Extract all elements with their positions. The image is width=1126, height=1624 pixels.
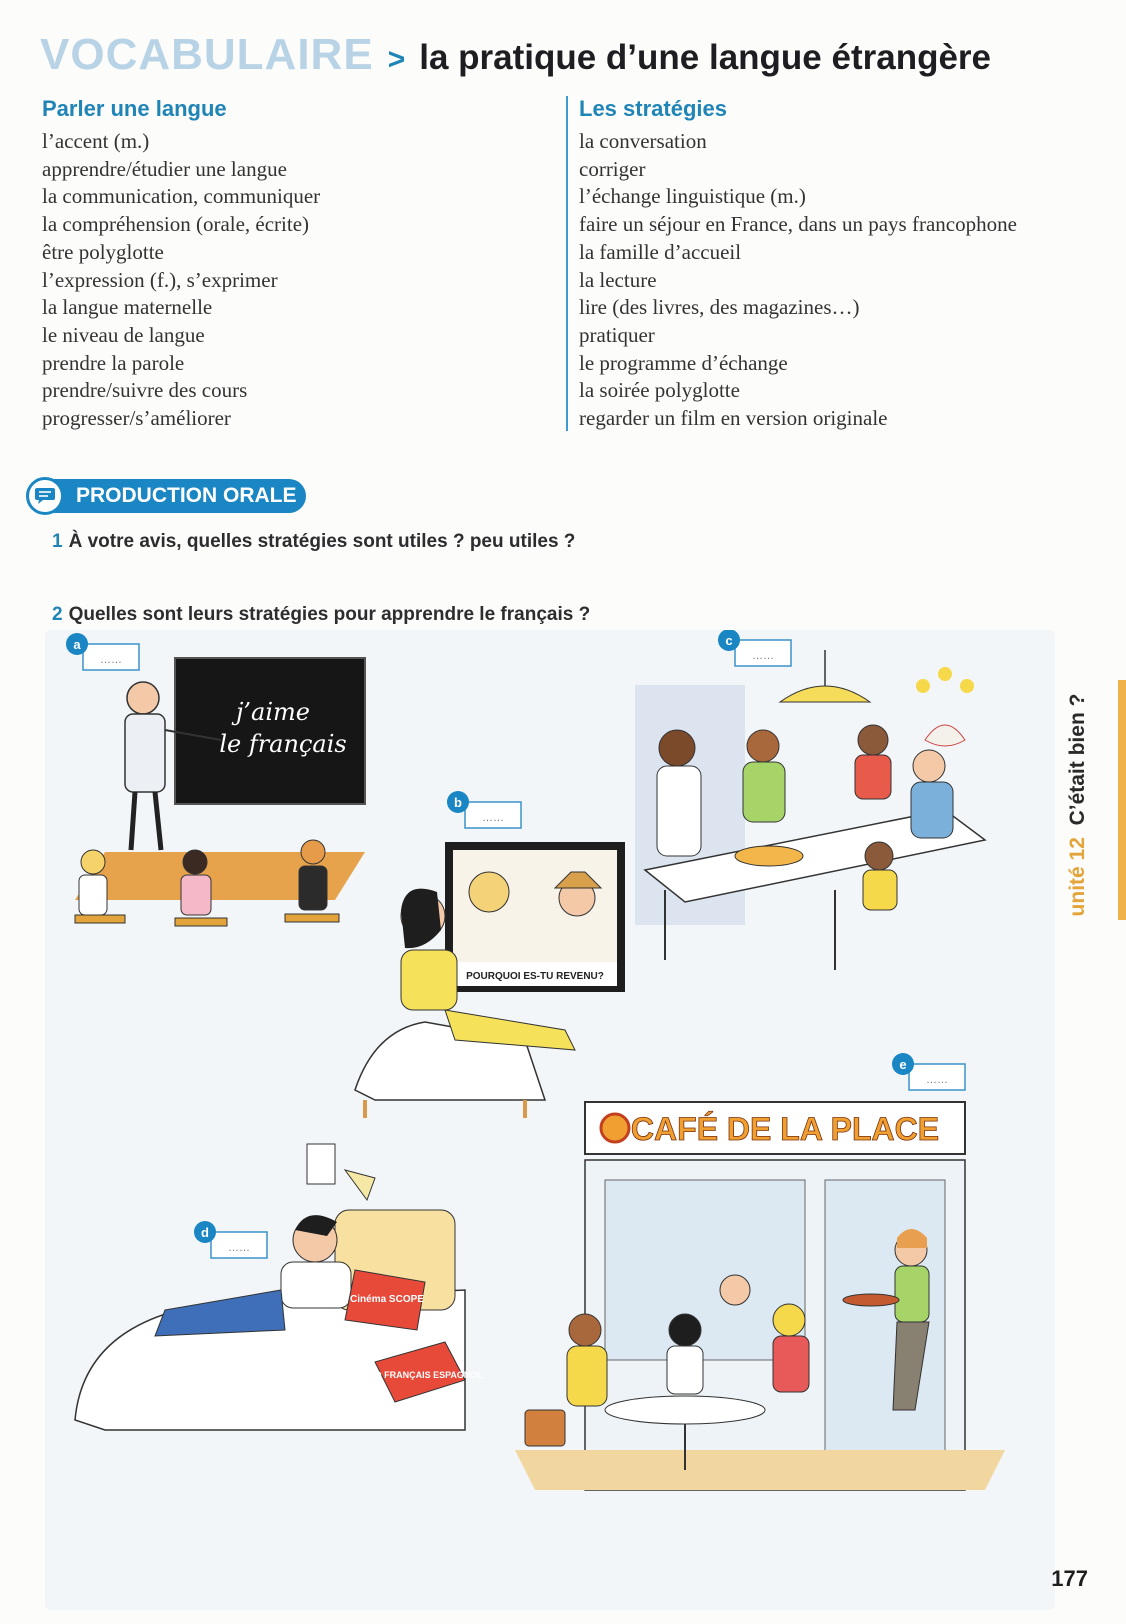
answer-box-a[interactable]: [66, 633, 139, 670]
vocab-item: regarder un film en version originale: [579, 406, 888, 431]
vocab-item: prendre/suivre des cours: [42, 378, 248, 403]
vocab-item: apprendre/étudier une langue: [42, 156, 287, 181]
vocab-item: l’expression (f.), s’exprimer: [42, 267, 278, 292]
answer-blank: ……: [482, 812, 504, 824]
page-header: [40, 30, 991, 80]
question-1: [52, 531, 575, 553]
vocab-list-parler: [42, 128, 562, 433]
header-vocabulaire: VOCABULAIRE: [40, 30, 374, 79]
page-number: 177: [1051, 1566, 1088, 1591]
vocab-item: pratiquer: [579, 322, 655, 347]
production-orale-label: PRODUCTION ORALE: [76, 484, 297, 507]
question-number: 1: [52, 531, 63, 552]
vocab-item: le niveau de langue: [42, 322, 205, 347]
scene-d-bed: [75, 1144, 483, 1430]
vocab-item: le programme d’échange: [579, 350, 788, 375]
unit-sidebar-label: [1056, 670, 1100, 940]
scene-a-classroom: [66, 633, 365, 926]
vocab-item: faire un séjour en France, dans un pays francophone: [579, 212, 1017, 237]
cafe-table: [605, 1396, 765, 1424]
speech-bubble-icon: [26, 477, 64, 515]
header-arrow: >: [387, 43, 406, 76]
handbag: [525, 1410, 565, 1446]
vocab-item: la langue maternelle: [42, 295, 213, 320]
scene-c-dinner: [635, 630, 985, 970]
question-text: Quelles sont leurs stratégies pour apprendre le français ?: [68, 604, 591, 625]
scene-e-cafe: [515, 1053, 1005, 1490]
question-2: [52, 604, 590, 626]
vocab-item: l’accent (m.): [42, 129, 150, 153]
vocab-item: être polyglotte: [42, 239, 164, 264]
vocab-item: la soirée polyglotte: [579, 378, 740, 403]
unit-number: unité 12: [1066, 837, 1089, 917]
vocab-item: la lecture: [579, 267, 657, 292]
scene-b-tv: [355, 791, 625, 1118]
vocab-column-strategies: [566, 96, 1099, 431]
vocab-item: lire (des livres, des magazines…): [579, 295, 860, 320]
answer-box-e[interactable]: [892, 1053, 965, 1090]
vocab-item: la famille d’accueil: [579, 239, 742, 264]
cafe-sign-text: CAFÉ DE LA PLACE: [630, 1111, 940, 1147]
vocab-list-strategies: [579, 128, 1099, 433]
column-title-strategies: Les stratégies: [579, 96, 727, 121]
vocab-item: l’échange linguistique (m.): [579, 184, 806, 209]
wall-lamp: [307, 1144, 335, 1184]
vocab-item: progresser/s’améliorer: [42, 406, 231, 431]
answer-box-d[interactable]: [194, 1221, 267, 1258]
production-orale-badge: [30, 479, 306, 513]
teacher-figure: [127, 682, 159, 714]
unit-color-tab: [1118, 680, 1126, 920]
chalkboard-text-2: le français: [219, 730, 347, 758]
answer-blank: ……: [926, 1074, 948, 1086]
chalkboard-text-1: j’aime: [235, 698, 311, 726]
magazine-title: Cinéma SCOPE: [350, 1294, 424, 1305]
tv-caption: POURQUOI ES-TU REVENU?: [466, 971, 604, 982]
answer-blank: ……: [100, 654, 122, 666]
unit-title: C’était bien ?: [1066, 693, 1089, 826]
vocab-item: la compréhension (orale, écrite): [42, 212, 310, 237]
vocab-item: prendre la parole: [42, 350, 185, 375]
label-letter: d: [201, 1225, 209, 1240]
vocab-item: la communication, communiquer: [42, 184, 321, 209]
question-number: 2: [52, 604, 63, 625]
page-title: la pratique d’une langue étrangère: [419, 38, 992, 77]
column-title-parler: Parler une langue: [42, 96, 227, 121]
answer-blank: ……: [752, 650, 774, 662]
label-letter: b: [454, 795, 462, 810]
answer-box-b[interactable]: [447, 791, 521, 828]
label-letter: a: [73, 637, 81, 652]
label-letter: c: [725, 633, 733, 648]
label-letter: e: [899, 1057, 907, 1072]
fruit-bowl: [735, 846, 803, 866]
answer-box-c[interactable]: [718, 630, 791, 666]
cafe-floor: [515, 1450, 1005, 1490]
flower-vase: [925, 725, 965, 746]
ceiling-lamp: [780, 686, 870, 702]
dictionary-title: DICO FRANÇAIS ESPAGNOL: [359, 1370, 483, 1380]
answer-blank: ……: [228, 1242, 250, 1254]
question-text: À votre avis, quelles stratégies sont utiles ? peu utiles ?: [68, 531, 576, 552]
vocab-column-parler: [42, 96, 562, 433]
vocab-item: corriger: [579, 156, 646, 181]
illustration-panel: [45, 630, 1055, 1610]
vocab-item: la conversation: [579, 129, 707, 153]
